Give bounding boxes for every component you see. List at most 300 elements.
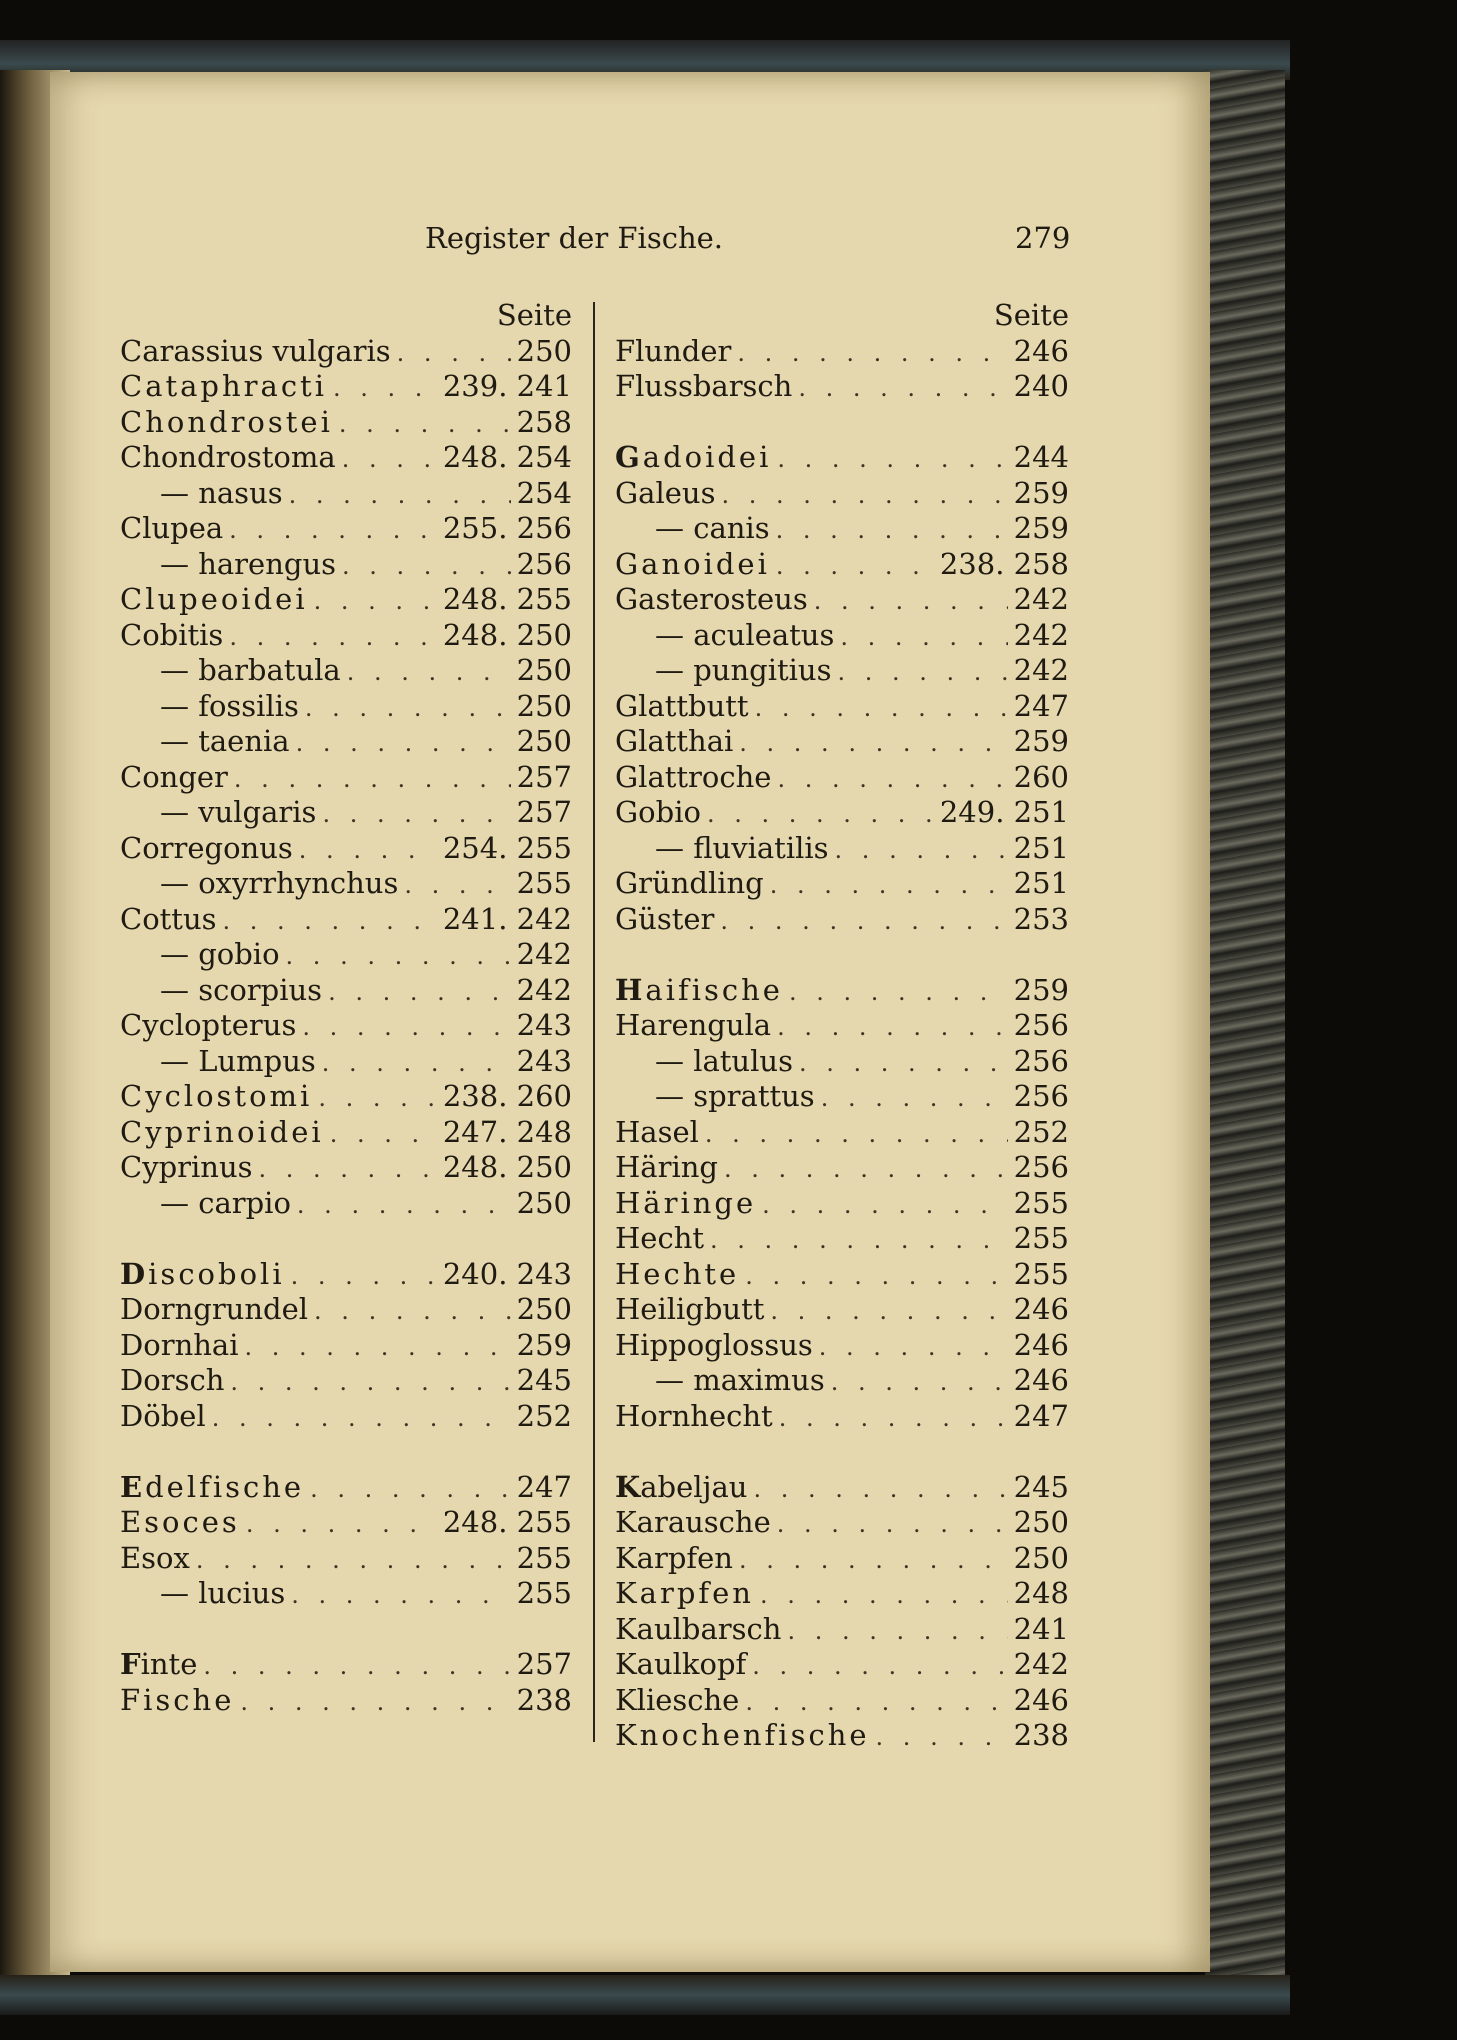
entry-name: Flussbarsch bbox=[615, 369, 793, 403]
entry-pages: 255 bbox=[1013, 1185, 1069, 1220]
entry-name: Fische bbox=[120, 1682, 235, 1717]
index-entry bbox=[615, 724, 1069, 760]
entry-pages: 243 bbox=[516, 1043, 572, 1078]
entry-name: Flunder bbox=[615, 333, 732, 368]
entry-pages: 248. 250 bbox=[442, 617, 572, 652]
index-entry bbox=[120, 1399, 572, 1435]
entry-name: Clupea bbox=[120, 511, 224, 545]
entry-name: Clupeoidei bbox=[120, 582, 308, 616]
index-entry bbox=[615, 547, 1069, 583]
entry-pages: 255 bbox=[516, 866, 572, 900]
entry-initial-letter: H bbox=[615, 972, 646, 1007]
dot-leader bbox=[322, 797, 510, 833]
entry-name bbox=[615, 1470, 747, 1506]
entry-name: — gobio bbox=[160, 937, 280, 971]
entry-name: Conger bbox=[120, 759, 228, 794]
entry-name: — pungitius bbox=[655, 653, 832, 687]
dot-leader bbox=[246, 1507, 437, 1543]
entry-pages: 250 bbox=[516, 1185, 572, 1220]
dot-leader bbox=[724, 1152, 1008, 1188]
dot-leader bbox=[339, 407, 511, 443]
entry-pages: 250 bbox=[1013, 1540, 1069, 1575]
dot-leader bbox=[777, 762, 1007, 798]
entry-name: — aculeatus bbox=[655, 617, 835, 652]
index-entry bbox=[615, 1470, 1069, 1506]
index-entry bbox=[615, 760, 1069, 796]
entry-name: — barbatula bbox=[160, 653, 341, 687]
index-entry bbox=[615, 334, 1069, 370]
dot-leader bbox=[779, 1401, 1008, 1437]
index-entry bbox=[615, 866, 1069, 902]
entry-name: Corregonus bbox=[120, 830, 293, 865]
entry-pages: 248. 254 bbox=[442, 440, 572, 474]
dot-leader bbox=[318, 1081, 437, 1117]
entry-pages: 245 bbox=[1013, 1469, 1069, 1504]
entry-pages: 249. 251 bbox=[939, 795, 1069, 829]
entry-name: — scorpius bbox=[160, 972, 323, 1007]
index-entry bbox=[615, 1044, 1069, 1080]
index-entry bbox=[120, 1150, 572, 1186]
dot-leader bbox=[397, 336, 511, 372]
index-entry bbox=[120, 866, 572, 902]
entry-pages: 255 bbox=[516, 1576, 572, 1610]
dot-leader bbox=[234, 762, 511, 798]
index-entry bbox=[615, 1079, 1069, 1115]
entry-name: Hecht bbox=[615, 1221, 705, 1255]
index-column-right bbox=[615, 298, 1069, 1754]
entry-pages: 248. 255 bbox=[442, 1505, 572, 1539]
entry-pages: 240 bbox=[1013, 369, 1069, 403]
entry-initial-letter: D bbox=[120, 1256, 149, 1291]
dot-leader bbox=[739, 1543, 1008, 1579]
dot-leader bbox=[291, 1578, 510, 1614]
entry-pages: 247 bbox=[1013, 1398, 1069, 1433]
index-entry bbox=[120, 902, 572, 938]
index-entry bbox=[120, 1328, 572, 1364]
entry-name: Heiligbutt bbox=[615, 1292, 765, 1326]
entry-name-rest: aifische bbox=[645, 972, 783, 1007]
entry-name: — vulgaris bbox=[160, 795, 317, 829]
entry-name: Döbel bbox=[120, 1398, 206, 1433]
dot-leader bbox=[314, 1294, 511, 1330]
entry-name: Galeus bbox=[615, 475, 716, 510]
entry-name: — maximus bbox=[655, 1363, 825, 1397]
index-entry bbox=[120, 831, 572, 867]
entry-name: — nasus bbox=[160, 475, 283, 510]
index-entry bbox=[120, 1257, 572, 1293]
entry-name: — fossilis bbox=[160, 688, 299, 723]
entry-name: Cyclopterus bbox=[120, 1008, 297, 1042]
index-entry bbox=[120, 724, 572, 760]
entry-pages: 247 bbox=[1013, 688, 1069, 723]
index-entry bbox=[120, 511, 572, 547]
entry-pages: 248 bbox=[1013, 1576, 1069, 1610]
section-gap bbox=[120, 1221, 572, 1257]
index-entry bbox=[120, 1576, 572, 1612]
entry-name: Glatthai bbox=[615, 724, 734, 758]
entry-pages: 259 bbox=[1013, 724, 1069, 758]
entry-pages: 256 bbox=[1013, 1043, 1069, 1078]
dot-leader bbox=[240, 1685, 510, 1721]
section-gap bbox=[615, 405, 1069, 441]
entry-name: — Lumpus bbox=[160, 1043, 316, 1078]
entry-pages: 241. 242 bbox=[442, 901, 572, 936]
dot-leader bbox=[342, 549, 511, 585]
index-entry bbox=[120, 369, 572, 405]
entry-name: Cobitis bbox=[120, 617, 224, 652]
index-entry bbox=[615, 902, 1069, 938]
dot-leader bbox=[755, 691, 1008, 727]
entry-pages: 250 bbox=[516, 653, 572, 687]
index-entry bbox=[120, 547, 572, 583]
dot-leader bbox=[819, 1330, 1008, 1366]
entry-pages: 255. 256 bbox=[442, 511, 572, 545]
entry-name: Gobio bbox=[615, 795, 701, 829]
entry-pages: 243 bbox=[516, 1008, 572, 1042]
dot-leader bbox=[291, 1259, 437, 1295]
index-entry bbox=[615, 1647, 1069, 1683]
entry-pages: 241 bbox=[1013, 1611, 1069, 1646]
entry-name: Kaulkopf bbox=[615, 1647, 747, 1681]
entry-pages: 257 bbox=[516, 759, 572, 794]
column-divider bbox=[593, 302, 595, 1742]
entry-pages: 238. 258 bbox=[939, 546, 1069, 581]
section-gap bbox=[615, 937, 1069, 973]
index-entry bbox=[120, 1470, 572, 1506]
dot-leader bbox=[840, 620, 1007, 656]
entry-pages: 256 bbox=[1013, 1079, 1069, 1113]
dot-leader bbox=[229, 620, 437, 656]
entry-pages: 248. 250 bbox=[442, 1150, 572, 1184]
entry-pages: 260 bbox=[1013, 759, 1069, 794]
entry-name: Karpfen bbox=[615, 1540, 733, 1575]
entry-name: Hechte bbox=[615, 1256, 740, 1291]
running-head bbox=[0, 221, 1457, 261]
index-entry bbox=[120, 1079, 572, 1115]
entry-pages: 255 bbox=[516, 1540, 572, 1575]
dot-leader bbox=[787, 1614, 1007, 1650]
entry-pages: 253 bbox=[1013, 901, 1069, 936]
dot-leader bbox=[745, 1685, 1007, 1721]
entry-pages: 251 bbox=[1013, 866, 1069, 900]
dot-leader bbox=[821, 1081, 1008, 1117]
entry-name: Hippoglossus bbox=[615, 1327, 813, 1362]
entry-pages: 238 bbox=[1013, 1718, 1069, 1752]
entry-pages: 254 bbox=[516, 475, 572, 510]
entry-name: — fluviatilis bbox=[655, 830, 829, 865]
index-entry bbox=[615, 1363, 1069, 1399]
entry-pages: 258 bbox=[516, 404, 572, 439]
entry-name: — harengus bbox=[160, 546, 337, 581]
entry-name: Karausche bbox=[615, 1505, 771, 1539]
entry-name-rest: abeljau bbox=[640, 1469, 748, 1504]
entry-name: — latulus bbox=[655, 1043, 793, 1078]
index-entry bbox=[615, 1718, 1069, 1754]
index-entry bbox=[120, 1683, 572, 1719]
index-entry bbox=[615, 618, 1069, 654]
dot-leader bbox=[302, 1010, 510, 1046]
entry-name: — carpio bbox=[160, 1185, 291, 1220]
index-entry bbox=[615, 369, 1069, 405]
dot-leader bbox=[299, 833, 437, 869]
column-header: Seite bbox=[496, 298, 572, 332]
dot-leader bbox=[835, 833, 1008, 869]
entry-pages: 246 bbox=[1013, 1292, 1069, 1326]
index-entry bbox=[615, 1221, 1069, 1257]
entry-pages: 255 bbox=[1013, 1256, 1069, 1291]
entry-name-rest: delfische bbox=[145, 1469, 305, 1504]
entry-name: Dorsch bbox=[120, 1363, 225, 1397]
entry-name: Hornhecht bbox=[615, 1398, 773, 1433]
entry-name: Häringe bbox=[615, 1185, 757, 1220]
entry-name: Chondrostei bbox=[120, 404, 333, 439]
entry-pages: 252 bbox=[516, 1398, 572, 1433]
index-entry bbox=[120, 618, 572, 654]
page-number: 279 bbox=[1015, 221, 1071, 255]
index-entry bbox=[120, 582, 572, 618]
entry-name bbox=[120, 1257, 285, 1293]
index-entry bbox=[120, 334, 572, 370]
entry-pages: 250 bbox=[516, 724, 572, 758]
index-entry bbox=[615, 440, 1069, 476]
entry-pages: 238. 260 bbox=[442, 1079, 572, 1113]
entry-name-rest: iscoboli bbox=[148, 1256, 285, 1291]
entry-pages: 246 bbox=[1013, 333, 1069, 368]
entry-pages: 244 bbox=[1013, 440, 1069, 474]
index-entry bbox=[615, 973, 1069, 1009]
dot-leader bbox=[776, 549, 934, 585]
entry-pages: 242 bbox=[1013, 582, 1069, 616]
index-entry bbox=[120, 1292, 572, 1328]
dot-leader bbox=[737, 336, 1007, 372]
dot-leader bbox=[347, 655, 511, 691]
entry-name: Häring bbox=[615, 1150, 718, 1184]
entry-pages: 246 bbox=[1013, 1682, 1069, 1717]
entry-name: Dorngrundel bbox=[120, 1292, 309, 1326]
dot-leader bbox=[310, 1472, 511, 1508]
entry-pages: 242 bbox=[1013, 1647, 1069, 1681]
entry-name: — oxyrrhynchus bbox=[160, 866, 399, 900]
entry-pages: 256 bbox=[516, 546, 572, 581]
dot-leader bbox=[770, 1294, 1007, 1330]
index-entry bbox=[615, 1292, 1069, 1328]
index-entry bbox=[120, 440, 572, 476]
dot-leader bbox=[776, 513, 1008, 549]
dot-leader bbox=[229, 513, 437, 549]
index-entry bbox=[615, 511, 1069, 547]
index-entry bbox=[615, 653, 1069, 689]
dot-leader bbox=[245, 1330, 511, 1366]
index-entry bbox=[120, 937, 572, 973]
entry-pages: 238 bbox=[516, 1682, 572, 1717]
dot-leader bbox=[223, 904, 437, 940]
entry-name: Harengula bbox=[615, 1008, 772, 1042]
index-entry bbox=[120, 1541, 572, 1577]
entry-initial-letter: E bbox=[120, 1469, 146, 1504]
entry-pages: 248. 255 bbox=[442, 582, 572, 616]
dot-leader bbox=[286, 939, 511, 975]
index-entry bbox=[615, 1612, 1069, 1648]
index-entry bbox=[120, 476, 572, 512]
dot-leader bbox=[297, 1188, 511, 1224]
entry-name: Knochenfische bbox=[615, 1718, 870, 1752]
index-entry bbox=[615, 1257, 1069, 1293]
entry-name: Gasterosteus bbox=[615, 582, 808, 616]
entry-pages: 242 bbox=[516, 937, 572, 971]
entry-pages: 242 bbox=[1013, 653, 1069, 687]
entry-name: Cyprinoidei bbox=[120, 1114, 324, 1149]
dot-leader bbox=[330, 1117, 437, 1153]
index-entry bbox=[120, 760, 572, 796]
entry-pages: 240. 243 bbox=[442, 1256, 572, 1291]
index-entry bbox=[615, 1186, 1069, 1222]
dot-leader bbox=[196, 1543, 511, 1579]
dot-leader bbox=[837, 655, 1007, 691]
index-entry bbox=[615, 831, 1069, 867]
dot-leader bbox=[305, 691, 511, 727]
book-spine bbox=[1205, 70, 1285, 1990]
index-entry bbox=[120, 689, 572, 725]
dot-leader bbox=[404, 868, 510, 904]
dot-leader bbox=[342, 442, 437, 478]
entry-pages: 255 bbox=[1013, 1221, 1069, 1255]
entry-name: Glattbutt bbox=[615, 688, 749, 723]
index-entry bbox=[120, 1008, 572, 1044]
entry-pages: 257 bbox=[516, 795, 572, 829]
index-entry bbox=[615, 1505, 1069, 1541]
dot-leader bbox=[333, 371, 437, 407]
index-entry bbox=[615, 1328, 1069, 1364]
index-entry bbox=[615, 689, 1069, 725]
entry-name bbox=[615, 440, 771, 476]
dot-leader bbox=[777, 442, 1007, 478]
index-entry bbox=[615, 1399, 1069, 1435]
index-entry bbox=[615, 1150, 1069, 1186]
dot-leader bbox=[799, 1046, 1008, 1082]
entry-name: Carassius vulgaris bbox=[120, 333, 391, 368]
dot-leader bbox=[753, 1472, 1007, 1508]
entry-name bbox=[615, 973, 783, 1009]
dot-leader bbox=[798, 371, 1007, 407]
index-entry bbox=[615, 1683, 1069, 1719]
entry-pages: 250 bbox=[1013, 1505, 1069, 1539]
index-entry bbox=[615, 1008, 1069, 1044]
dot-leader bbox=[720, 904, 1007, 940]
dot-leader bbox=[777, 1507, 1008, 1543]
dot-leader bbox=[259, 1152, 437, 1188]
book-cover-bottom-edge bbox=[0, 1975, 1290, 2015]
entry-name bbox=[120, 1470, 304, 1506]
entry-initial-letter: K bbox=[615, 1469, 641, 1504]
entry-pages: 259 bbox=[1013, 972, 1069, 1007]
dot-leader bbox=[760, 1578, 1008, 1614]
dot-leader bbox=[230, 1365, 510, 1401]
entry-pages: 251 bbox=[1013, 830, 1069, 865]
dot-leader bbox=[739, 726, 1007, 762]
dot-leader bbox=[296, 726, 511, 762]
dot-leader bbox=[322, 1046, 511, 1082]
index-entry bbox=[615, 795, 1069, 831]
entry-name: Gründling bbox=[615, 866, 764, 900]
section-gap bbox=[615, 1434, 1069, 1470]
entry-pages: 245 bbox=[516, 1363, 572, 1397]
entry-pages: 250 bbox=[516, 333, 572, 368]
entry-name: Kaulbarsch bbox=[615, 1611, 782, 1646]
entry-pages: 252 bbox=[1013, 1114, 1069, 1149]
index-entry bbox=[120, 795, 572, 831]
dot-leader bbox=[876, 1720, 1008, 1756]
entry-pages: 247 bbox=[516, 1469, 572, 1504]
entry-name: — canis bbox=[655, 511, 770, 545]
entry-pages: 259 bbox=[516, 1327, 572, 1362]
index-entry bbox=[120, 1647, 572, 1683]
dot-leader bbox=[814, 584, 1008, 620]
entry-pages: 259 bbox=[1013, 511, 1069, 545]
entry-pages: 259 bbox=[1013, 475, 1069, 510]
index-entry bbox=[120, 1044, 572, 1080]
dot-leader bbox=[789, 975, 1008, 1011]
dot-leader bbox=[710, 1223, 1008, 1259]
entry-pages: 239. 241 bbox=[442, 369, 572, 403]
entry-name: Cataphracti bbox=[120, 369, 327, 403]
entry-name: — sprattus bbox=[655, 1079, 815, 1113]
entry-pages: 246 bbox=[1013, 1327, 1069, 1362]
entry-name: Dornhai bbox=[120, 1327, 239, 1362]
index-entry bbox=[120, 405, 572, 441]
dot-leader bbox=[762, 1188, 1008, 1224]
entry-pages: 246 bbox=[1013, 1363, 1069, 1397]
entry-name: Güster bbox=[615, 901, 715, 936]
dot-leader bbox=[314, 584, 437, 620]
index-entry bbox=[615, 476, 1069, 512]
entry-pages: 250 bbox=[516, 688, 572, 723]
dot-leader bbox=[705, 1117, 1008, 1153]
entry-name: Karpfen bbox=[615, 1576, 754, 1610]
section-gap bbox=[120, 1434, 572, 1470]
dot-leader bbox=[745, 1259, 1007, 1295]
dot-leader bbox=[777, 1010, 1008, 1046]
entry-pages: 242 bbox=[516, 972, 572, 1007]
dot-leader bbox=[721, 478, 1007, 514]
entry-name: Esox bbox=[120, 1540, 190, 1575]
entry-name: Chondrostoma bbox=[120, 440, 336, 474]
entry-name: Hasel bbox=[615, 1114, 699, 1149]
column-header: Seite bbox=[993, 298, 1069, 332]
entry-initial-letter: G bbox=[615, 440, 643, 474]
index-column-left bbox=[120, 298, 572, 1718]
index-entry bbox=[615, 1115, 1069, 1151]
entry-name: Esoces bbox=[120, 1505, 240, 1539]
entry-name: Cyprinus bbox=[120, 1150, 253, 1184]
entry-name: — lucius bbox=[160, 1576, 286, 1610]
index-entry bbox=[120, 1186, 572, 1222]
entry-name: Kliesche bbox=[615, 1682, 740, 1717]
entry-pages: 250 bbox=[516, 1292, 572, 1326]
index-entry bbox=[120, 1115, 572, 1151]
dot-leader bbox=[203, 1649, 510, 1685]
entry-name-rest: inte bbox=[140, 1647, 198, 1681]
index-entry bbox=[120, 973, 572, 1009]
page-title: Register der Fische. bbox=[425, 221, 724, 255]
entry-pages: 256 bbox=[1013, 1150, 1069, 1184]
dot-leader bbox=[289, 478, 511, 514]
dot-leader bbox=[328, 975, 511, 1011]
index-entry bbox=[615, 1576, 1069, 1612]
index-entry bbox=[120, 1505, 572, 1541]
entry-name: Ganoidei bbox=[615, 546, 770, 581]
index-entry bbox=[120, 1363, 572, 1399]
dot-leader bbox=[770, 868, 1008, 904]
